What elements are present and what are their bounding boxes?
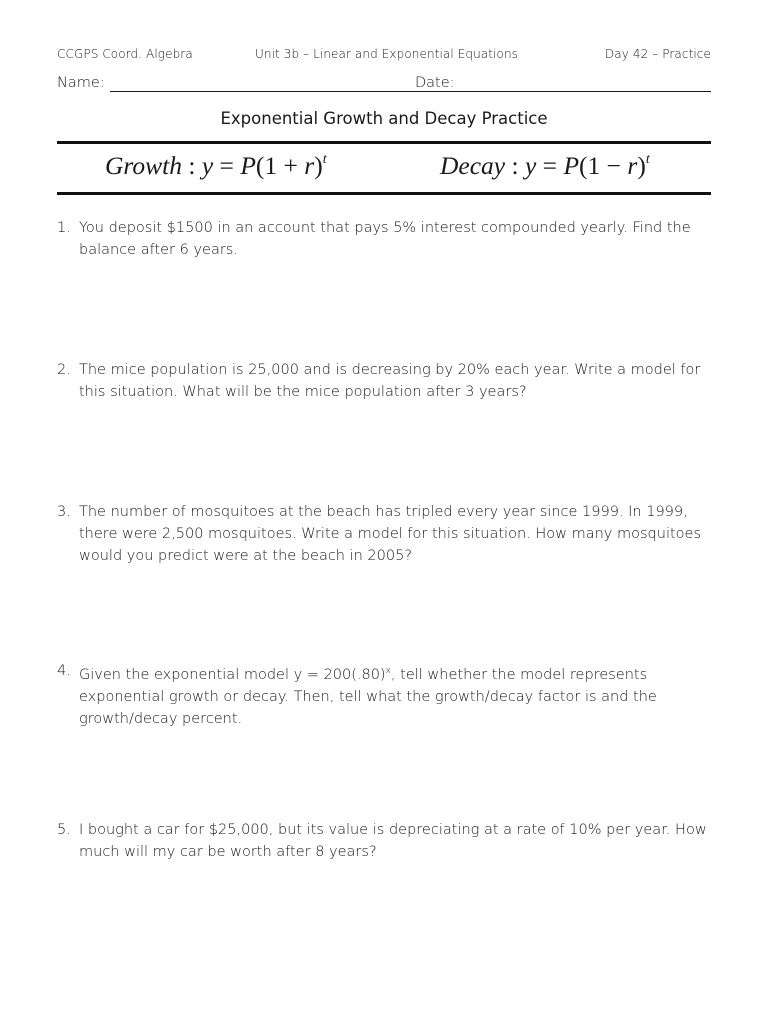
question-text: You deposit $1500 in an account that pays 5% interest compounded yearly. Find the balance after 6 years. <box>79 220 691 258</box>
growth-formula: Growth : $y = P(1 + r)^t$ <box>105 151 327 180</box>
formula-top-rule <box>57 141 711 144</box>
name-blank-line <box>110 91 466 92</box>
question-1 <box>57 217 717 261</box>
question-2 <box>57 359 717 403</box>
name-label: Name: <box>57 75 105 91</box>
question-5 <box>57 819 717 863</box>
question-number: 5. <box>57 822 71 838</box>
question-text: The number of mosquitoes at the beach has tripled every year since 1999. In 1999, there were 2,500 mosquitoes. Write a model for this situation. How many mosquitoes would you predict were at the beach in 2005? <box>79 504 701 564</box>
unit-title: Unit 3b – Linear and Exponential Equations <box>255 47 518 61</box>
formula-bottom-rule <box>57 192 711 195</box>
question-number: 4. <box>57 663 71 679</box>
worksheet-title: Exponential Growth and Decay Practice <box>220 109 548 128</box>
date-label: Date: <box>415 75 455 91</box>
decay-formula: Decay : $y = P(1 - r)^t$ <box>440 151 650 180</box>
question-text: Given the exponential model $y = 200(.80)^x$, tell whether the model represents exponential growth or decay. Then, tell what the growth/decay factor is and the growth/decay percent. <box>79 666 657 727</box>
question-3 <box>57 501 717 567</box>
course-name: CCGPS Coord. Algebra <box>57 47 193 61</box>
question-text: I bought a car for $25,000, but its value is depreciating at a rate of 10% per year. How much will my car be worth after 8 years? <box>79 822 707 860</box>
question-number: 1. <box>57 220 71 236</box>
question-number: 3. <box>57 504 71 520</box>
day-label: Day 42 – Practice <box>604 47 711 61</box>
name-date-row <box>57 75 711 95</box>
question-4 <box>57 660 717 730</box>
date-blank-line <box>460 91 711 92</box>
question-text: The mice population is 25,000 and is decreasing by 20% each year. Write a model for this situation. What will be the mice population after 3 years? <box>79 362 701 400</box>
question-number: 2. <box>57 362 71 378</box>
